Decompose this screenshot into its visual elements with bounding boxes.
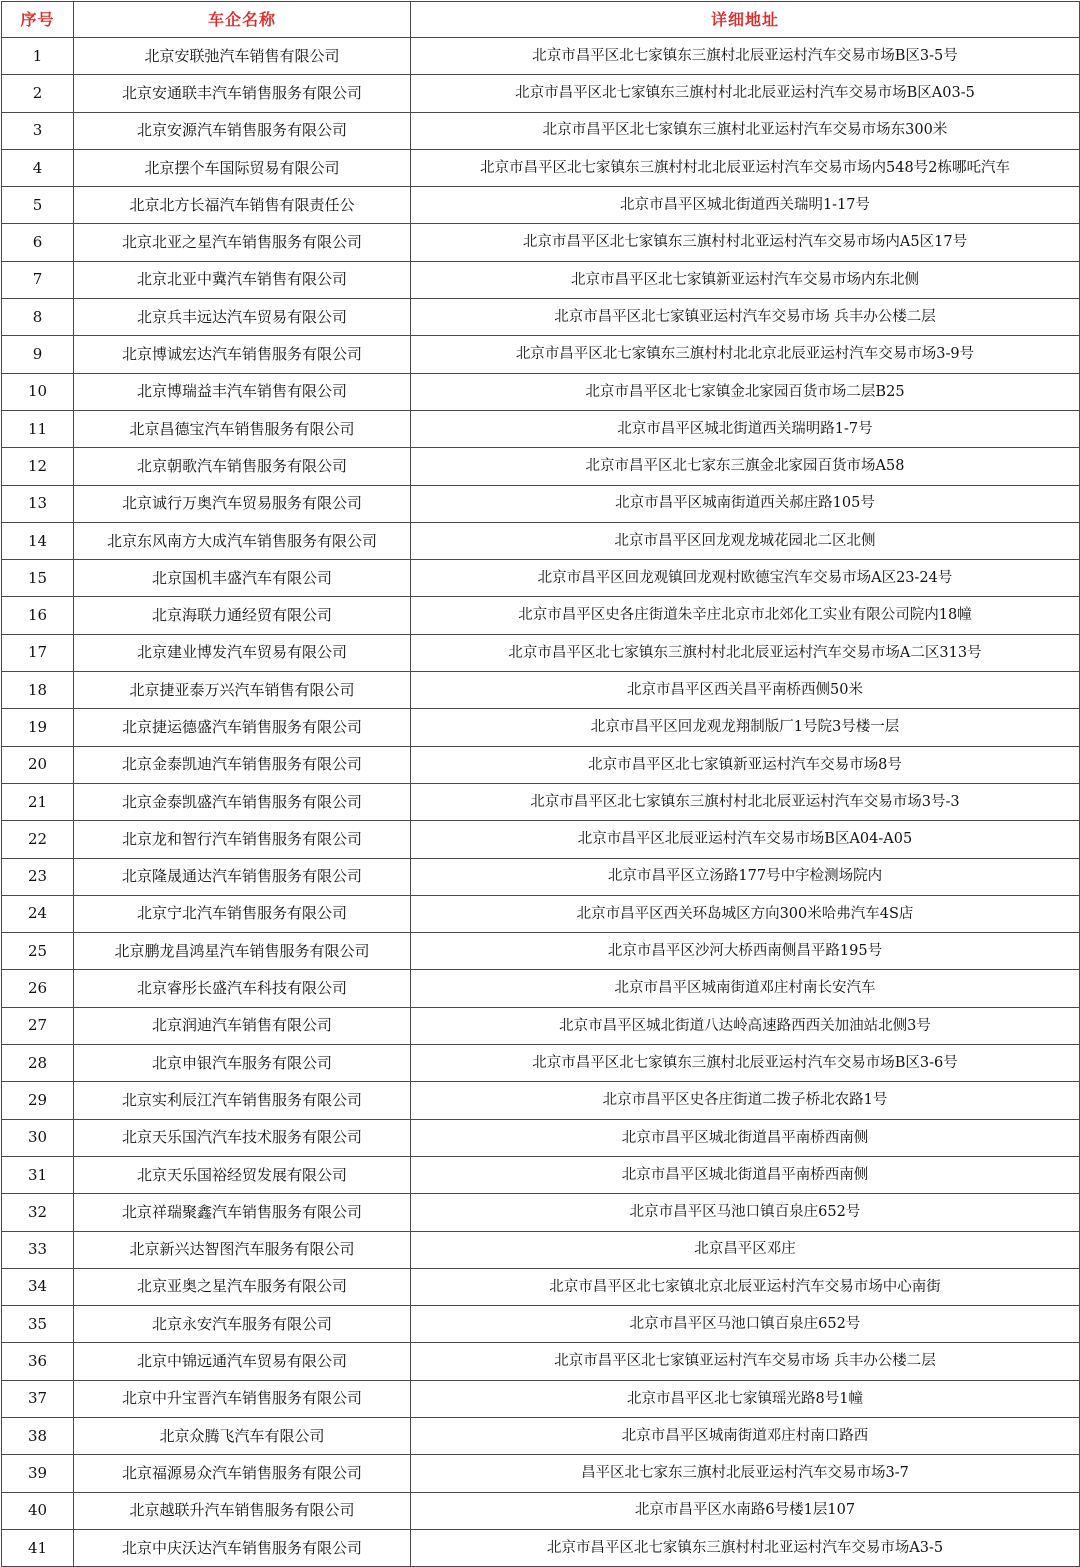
company-address: 北京市昌平区北七家镇东三旗村村北北辰亚运村汽车交易市场内548号2栋哪吒汽车 [411,149,1080,186]
company-address: 北京市昌平区城南街道邓庄村南长安汽车 [411,970,1080,1007]
company-address: 北京市昌平区北七家镇东三旗村北辰亚运村汽车交易市场B区3-6号 [411,1045,1080,1082]
table-row [2,75,1080,112]
row-index: 5 [2,187,74,224]
company-name: 北京博瑞益丰汽车销售有限公司 [74,373,411,410]
row-index: 30 [2,1119,74,1156]
header-index: 序号 [2,2,74,38]
row-index: 10 [2,373,74,410]
row-index: 2 [2,75,74,112]
company-name: 北京昌德宝汽车销售服务有限公司 [74,410,411,447]
company-address: 北京市昌平区北七家镇东三旗村村北北辰亚运村汽车交易市场A二区313号 [411,634,1080,671]
company-name: 北京龙和智行汽车销售服务有限公司 [74,821,411,858]
company-name: 北京北方长福汽车销售有限责任公 [74,187,411,224]
company-name: 北京摆个车国际贸易有限公司 [74,149,411,186]
table-row [2,299,1080,336]
company-name: 北京中庆沃达汽车销售服务有限公司 [74,1529,411,1566]
company-name: 北京建业博发汽车贸易有限公司 [74,634,411,671]
row-index: 23 [2,858,74,895]
header-company-name: 车企名称 [74,2,411,38]
table-row [2,522,1080,559]
company-name: 北京金泰凯迪汽车销售服务有限公司 [74,746,411,783]
table-row [2,597,1080,634]
company-address: 北京市昌平区北七家镇北京北辰亚运村汽车交易市场中心南街 [411,1268,1080,1305]
company-address: 北京市昌平区北七家镇东三旗村北辰亚运村汽车交易市场B区3-5号 [411,38,1080,75]
company-address: 北京市昌平区北七家镇瑶光路8号1幢 [411,1380,1080,1417]
row-index: 28 [2,1045,74,1082]
row-index: 7 [2,261,74,298]
table-row [2,1492,1080,1529]
table-row [2,261,1080,298]
company-name: 北京新兴达智图汽车服务有限公司 [74,1231,411,1268]
table-row [2,1082,1080,1119]
company-name: 北京隆晟通达汽车销售服务有限公司 [74,858,411,895]
company-address: 北京市昌平区回龙观龙城花园北二区北侧 [411,522,1080,559]
company-name: 北京申银汽车服务有限公司 [74,1045,411,1082]
table-row [2,933,1080,970]
company-name: 北京捷运德盛汽车销售服务有限公司 [74,709,411,746]
company-name: 北京博诚宏达汽车销售服务有限公司 [74,336,411,373]
table-row [2,1231,1080,1268]
table-row [2,448,1080,485]
row-index: 15 [2,560,74,597]
table-row [2,1529,1080,1566]
table-row [2,1417,1080,1454]
company-name: 北京国机丰盛汽车有限公司 [74,560,411,597]
row-index: 29 [2,1082,74,1119]
company-address: 北京市昌平区北七家镇东三旗村村北北京北辰亚运村汽车交易市场3-9号 [411,336,1080,373]
table-row [2,1306,1080,1343]
company-address: 北京市昌平区城北街道昌平南桥西南侧 [411,1156,1080,1193]
company-name: 北京亚奥之星汽车服务有限公司 [74,1268,411,1305]
row-index: 39 [2,1455,74,1492]
table-row [2,1156,1080,1193]
company-name: 北京兵丰远达汽车贸易有限公司 [74,299,411,336]
company-address: 北京市昌平区立汤路177号中宇检测场院内 [411,858,1080,895]
company-name: 北京祥瑞聚鑫汽车销售服务有限公司 [74,1194,411,1231]
company-address: 昌平区北七家东三旗村北辰亚运村汽车交易市场3-7 [411,1455,1080,1492]
company-name: 北京诚行万奥汽车贸易服务有限公司 [74,485,411,522]
header-row [2,2,1080,38]
table-row [2,858,1080,895]
company-name: 北京中升宝晋汽车销售服务有限公司 [74,1380,411,1417]
row-index: 35 [2,1306,74,1343]
table-row [2,149,1080,186]
company-address: 北京市昌平区北七家镇亚运村汽车交易市场 兵丰办公楼二层 [411,299,1080,336]
table-row [2,783,1080,820]
company-address: 北京市昌平区马池口镇百泉庄652号 [411,1194,1080,1231]
company-name: 北京宁北汽车销售服务有限公司 [74,895,411,932]
company-address: 北京市昌平区北七家镇东三旗村村北北辰亚运村汽车交易市场B区A03-5 [411,75,1080,112]
row-index: 22 [2,821,74,858]
company-address: 北京市昌平区西关昌平南桥西侧50米 [411,672,1080,709]
company-address: 北京市昌平区北辰亚运村汽车交易市场B区A04-A05 [411,821,1080,858]
company-name: 北京中锦远通汽车贸易有限公司 [74,1343,411,1380]
row-index: 16 [2,597,74,634]
company-address: 北京市昌平区城南街道西关郝庄路105号 [411,485,1080,522]
company-name: 北京福源易众汽车销售服务有限公司 [74,1455,411,1492]
row-index: 12 [2,448,74,485]
company-address: 北京市昌平区城北街道西关瑞明1-17号 [411,187,1080,224]
row-index: 24 [2,895,74,932]
company-name: 北京捷亚泰万兴汽车销售有限公司 [74,672,411,709]
row-index: 4 [2,149,74,186]
row-index: 17 [2,634,74,671]
row-index: 33 [2,1231,74,1268]
company-address: 北京市昌平区史各庄街道朱辛庄北京市北郊化工实业有限公司院内18幢 [411,597,1080,634]
company-name: 北京金泰凯盛汽车销售服务有限公司 [74,783,411,820]
table-row [2,1268,1080,1305]
table-row [2,970,1080,1007]
table-row [2,821,1080,858]
table-row [2,1119,1080,1156]
dealer-table [1,1,1080,1567]
table-row [2,560,1080,597]
table-row [2,1194,1080,1231]
row-index: 1 [2,38,74,75]
row-index: 13 [2,485,74,522]
row-index: 31 [2,1156,74,1193]
row-index: 40 [2,1492,74,1529]
company-name: 北京永安汽车服务有限公司 [74,1306,411,1343]
company-name: 北京海联力通经贸有限公司 [74,597,411,634]
table-row [2,224,1080,261]
company-name: 北京越联升汽车销售服务有限公司 [74,1492,411,1529]
table-row [2,373,1080,410]
table-row [2,485,1080,522]
company-address: 北京市昌平区城北街道昌平南桥西南侧 [411,1119,1080,1156]
row-index: 37 [2,1380,74,1417]
row-index: 3 [2,112,74,149]
row-index: 20 [2,746,74,783]
row-index: 9 [2,336,74,373]
table-row [2,634,1080,671]
row-index: 19 [2,709,74,746]
row-index: 36 [2,1343,74,1380]
company-address: 北京市昌平区马池口镇百泉庄652号 [411,1306,1080,1343]
row-index: 11 [2,410,74,447]
company-address: 北京市昌平区城北街道西关瑞明路1-7号 [411,410,1080,447]
company-name: 北京润迪汽车销售有限公司 [74,1007,411,1044]
table-row [2,1455,1080,1492]
company-address: 北京市昌平区北七家镇金北家园百货市场二层B25 [411,373,1080,410]
row-index: 21 [2,783,74,820]
row-index: 38 [2,1417,74,1454]
company-address: 北京市昌平区西关环岛城区方向300米哈弗汽车4S店 [411,895,1080,932]
row-index: 8 [2,299,74,336]
table-row [2,672,1080,709]
company-name: 北京朝歌汽车销售服务有限公司 [74,448,411,485]
company-name: 北京实利辰江汽车销售服务有限公司 [74,1082,411,1119]
table-row [2,1007,1080,1044]
table-row [2,336,1080,373]
company-address: 北京市昌平区北七家镇新亚运村汽车交易市场8号 [411,746,1080,783]
row-index: 18 [2,672,74,709]
table-row [2,410,1080,447]
table-row [2,1343,1080,1380]
table-row [2,112,1080,149]
company-name: 北京北亚中冀汽车销售有限公司 [74,261,411,298]
table-row [2,746,1080,783]
row-index: 26 [2,970,74,1007]
row-index: 41 [2,1529,74,1566]
row-index: 34 [2,1268,74,1305]
company-name: 北京众腾飞汽车有限公司 [74,1417,411,1454]
company-address: 北京市昌平区史各庄街道二拨子桥北农路1号 [411,1082,1080,1119]
company-address: 北京市昌平区回龙观镇回龙观村欧德宝汽车交易市场A区23-24号 [411,560,1080,597]
company-name: 北京睿彤长盛汽车科技有限公司 [74,970,411,1007]
company-address: 北京市昌平区北七家镇亚运村汽车交易市场 兵丰办公楼二层 [411,1343,1080,1380]
company-name: 北京东风南方大成汽车销售服务有限公司 [74,522,411,559]
company-address: 北京市昌平区北七家东三旗金北家园百货市场A58 [411,448,1080,485]
row-index: 6 [2,224,74,261]
company-address: 北京市昌平区北七家镇东三旗村村北亚运村汽车交易市场A3-5 [411,1529,1080,1566]
table-row [2,38,1080,75]
company-name: 北京天乐国汽汽车技术服务有限公司 [74,1119,411,1156]
company-address: 北京市昌平区城北街道八达岭高速路西西关加油站北侧3号 [411,1007,1080,1044]
company-name: 北京安源汽车销售服务有限公司 [74,112,411,149]
company-name: 北京安通联丰汽车销售服务有限公司 [74,75,411,112]
table-row [2,187,1080,224]
row-index: 25 [2,933,74,970]
header-address: 详细地址 [411,2,1080,38]
company-address: 北京市昌平区北七家镇东三旗村村北北辰亚运村汽车交易市场3号-3 [411,783,1080,820]
company-name: 北京安联弛汽车销售有限公司 [74,38,411,75]
row-index: 14 [2,522,74,559]
table-row [2,895,1080,932]
company-address: 北京市昌平区沙河大桥西南侧昌平路195号 [411,933,1080,970]
company-name: 北京北亚之星汽车销售服务有限公司 [74,224,411,261]
company-name: 北京天乐国裕经贸发展有限公司 [74,1156,411,1193]
company-address: 北京市昌平区水南路6号楼1层107 [411,1492,1080,1529]
company-address: 北京昌平区邓庄 [411,1231,1080,1268]
company-address: 北京市昌平区北七家镇新亚运村汽车交易市场内东北侧 [411,261,1080,298]
table-row [2,1380,1080,1417]
row-index: 32 [2,1194,74,1231]
table-row [2,709,1080,746]
company-name: 北京鹏龙昌鸿星汽车销售服务有限公司 [74,933,411,970]
company-address: 北京市昌平区北七家镇东三旗村北亚运村汽车交易市场东300米 [411,112,1080,149]
company-address: 北京市昌平区回龙观龙翔制版厂1号院3号楼一层 [411,709,1080,746]
row-index: 27 [2,1007,74,1044]
table-row [2,1045,1080,1082]
company-address: 北京市昌平区城南街道邓庄村南口路西 [411,1417,1080,1454]
company-address: 北京市昌平区北七家镇东三旗村村北亚运村汽车交易市场内A5区17号 [411,224,1080,261]
table-body [2,38,1080,1567]
